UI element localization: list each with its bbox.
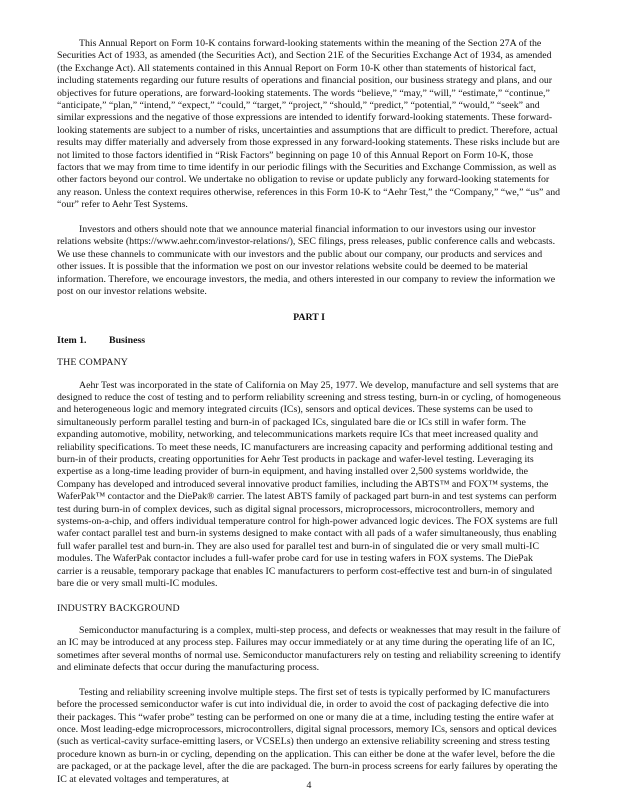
intro-paragraph-forward-looking: This Annual Report on Form 10-K contains forward-looking statements within the meaning of the Section 27A of the Securities Act of 1933, as amended (the Securities Act), and Section 21E of the Securities Exchange Act of 1934, as amended (the Exchange Act). All statements contained in this Annual Report on Form 10-K other than statements of historical fact, including statements regarding our future results of operations and financial position, our business strategy and plans, and our objectives for future operations, are forward-looking statements. The words “believe,” “may,” “will,” “estimate,” “continue,” “anticipate,” “plan,” “intend,” “expect,” “could,” “target,” “project,” “should,” “predict,” “potential,” “would,” “seek” and similar expressions and the negative of those expressions are intended to identify forward-looking statements. These forward-looking statements are subject to a number of risks, uncertainties and assumptions that are difficult to predict. Therefore, actual results may differ materially and adversely from those expressed in any forward-looking statements. These risks include but are not limited to those factors identified in “Risk Factors” beginning on page 10 of this Annual Report on Form 10-K, those factors that we may from time to time identify in our periodic filings with the Securities and Exchange Commission, as well as other factors beyond our control. We undertake no obligation to revise or update publicly any forward-looking statements for any reason. Unless the context requires otherwise, references in this Form 10-K to “Aehr Test,” the “Company,” “we,” “us” and “our” refer to Aehr Test Systems. [57,38,561,211]
item-title: Business [109,334,146,346]
part-heading: PART I [293,312,325,324]
section-heading-company: THE COMPANY [57,357,129,369]
industry-paragraph-manufacturing: Semiconductor manufacturing is a complex, multi-step process, and defects or weaknesses that may result in the failure of an IC may be introduced at any process step. Failures may occur immediately or at any time during the operating life of an IC, sometimes after several months of normal use. Semiconductor manufacturers rely on testing and reliability screening to identify and eliminate defects that occur during the manufacturing process. [57,625,561,674]
section-heading-industry: INDUSTRY BACKGROUND [57,602,180,614]
page-number: 4 [306,780,312,791]
company-paragraph: Aehr Test was incorporated in the state of California on May 25, 1977. We develop, manufacture and sell systems that are designed to reduce the cost of testing and to perform reliability screening and stress testing, burn-in or cycling, of homogeneous and heterogeneous logic and memory integrated circuits (ICs), sensors and optical devices. These systems can be used to simultaneously perform parallel testing and burn-in of packaged ICs, singulated bare die or ICs still in wafer form. The expanding automotive, mobility, networking, and telecommunications markets require ICs that meet increased quality and reliability specifications. To meet these needs, IC manufacturers are increasing capacity and performing additional testing and burn-in of their products, creating opportunities for Aehr Test products in package and wafer-level testing. Leveraging its expertise as a long-time leading provider of burn-in equipment, and having installed over 2,500 systems worldwide, the Company has developed and introduced several innovative product families, including the ABTS™ and FOX™ systems, the WaferPak™ contactor and the DiePak® carrier. The latest ABTS family of packaged part burn-in and test systems can perform test during burn-in of complex devices, such as digital signal processors, microprocessors, microcontrollers, memory and systems-on-a-chip, and offers individual temperature control for high-power advanced logic devices. The FOX systems are full wafer contact parallel test and burn-in systems designed to make contact with all pads of a wafer simultaneously, thus enabling full wafer parallel test and burn-in. They are also used for parallel test and burn-in of singulated die or very small multi-IC modules. The WaferPak contactor includes a full-wafer probe card for use in testing wafers in FOX systems. The DiePak carrier is a reusable, temporary package that enables IC manufacturers to perform cost-effective test and burn-in of singulated bare die or very small multi-IC modules. [57,379,561,590]
item-number: Item 1. [57,334,87,346]
item-heading [57,335,561,347]
intro-paragraph-investor-relations: Investors and others should note that we announce material financial information to our investors using our investor relations website (https://www.aehr.com/investor-relations/), SEC filings, press releases, public conference calls and webcasts. We use these channels to communicate with our investors and the public about our company, our products and services and other issues. It is possible that the information we post on our investor relations website could be deemed to be material information. Therefore, we encourage investors, the media, and others interested in our company to review the information we post on our investor relations website. [57,223,556,297]
industry-paragraph-testing: Testing and reliability screening involve multiple steps. The first set of tests is typically performed by IC manufacturers before the processed semiconductor wafer is cut into individual die, in order to avoid the cost of packaging defective die into their packages. This “wafer probe” testing can be performed on one or many die at a time, including testing the entire wafer at once. Most leading-edge microprocessors, microcontrollers, digital signal processors, memory ICs, sensors and optical devices (such as vertical-cavity surface-emitting lasers, or VCSELs) then undergo an extensive reliability screening and stress testing procedure known as burn-in or cycling, depending on the application. This can either be done at the wafer level, before the die are packaged, or at the package level, after the die are packaged. The burn-in process screens for early failures by operating the IC at elevated voltages and temperatures, at [57,686,558,785]
